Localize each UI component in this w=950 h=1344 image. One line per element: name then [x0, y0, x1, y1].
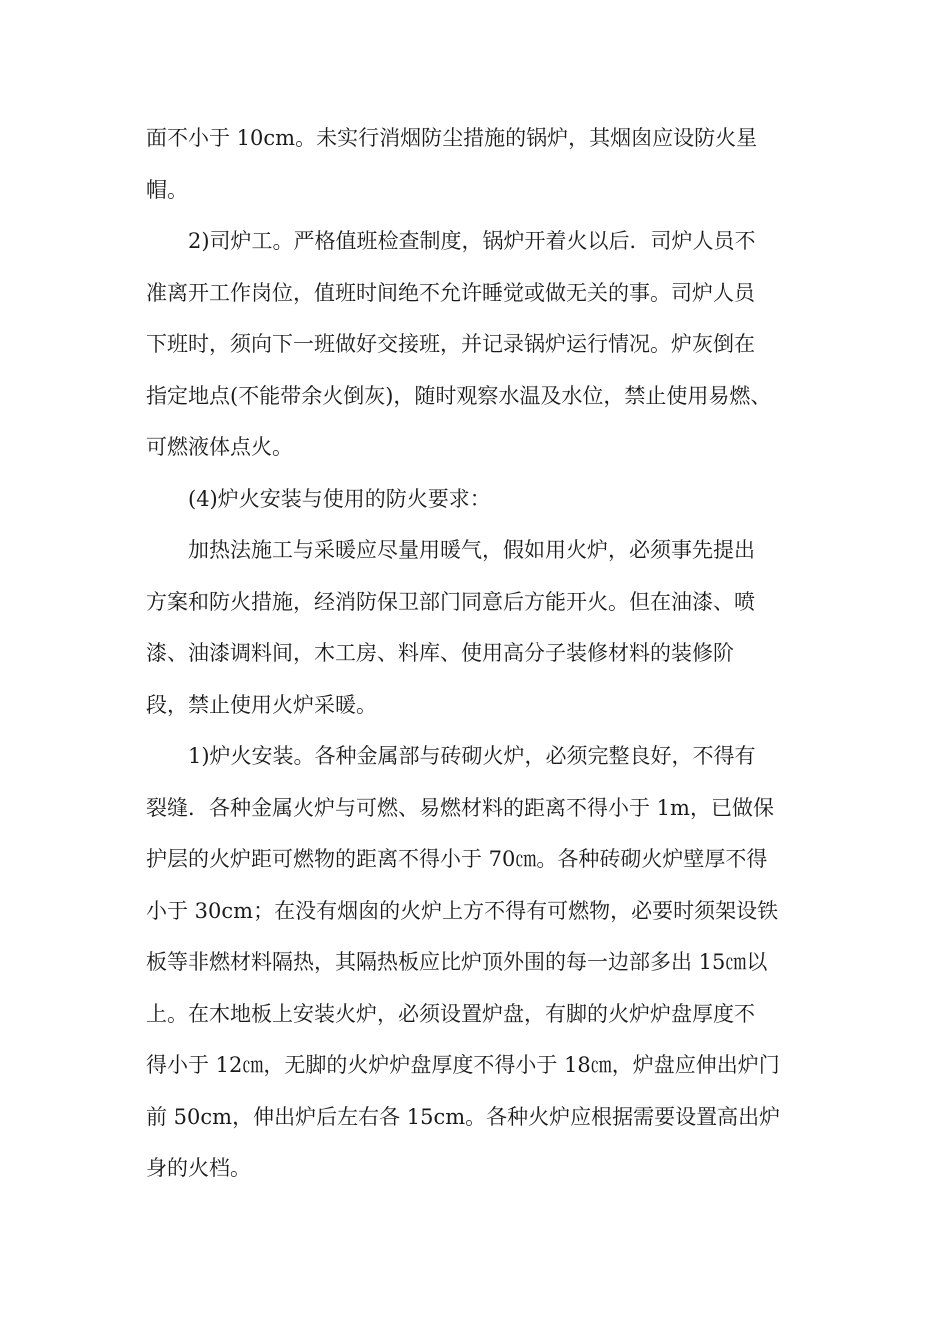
text-line: 裂缝．各种金属火炉与可燃、易燃材料的距离不得小于 1m，已做保	[146, 796, 774, 820]
text-line: 得小于 12㎝，无脚的火炉炉盘厚度不得小于 18㎝，炉盘应伸出炉门	[146, 1053, 780, 1077]
paragraph-start-line: 加热法施工与采暖应尽量用暖气，假如用火炉，必须事先提出	[188, 538, 755, 562]
text-line: 可燃液体点火。	[146, 435, 293, 459]
text-line: 帽。	[146, 178, 188, 202]
paragraph-start-line: 1)炉火安装。各种金属部与砖砌火炉，必须完整良好，不得有	[188, 744, 756, 768]
text-line: 漆、油漆调料间，木工房、料库、使用高分子装修材料的装修阶	[146, 641, 734, 665]
text-line: 面不小于 10cm。未实行消烟防尘措施的锅炉，其烟囱应设防火星	[146, 126, 758, 150]
paragraph-start-line: 2)司炉工。严格值班检查制度，锅炉开着火以后．司炉人员不	[188, 229, 756, 253]
text-line: 段，禁止使用火炉采暖。	[146, 693, 377, 717]
text-line: 下班时，须向下一班做好交接班，并记录锅炉运行情况。炉灰倒在	[146, 332, 755, 356]
text-line: 板等非燃材料隔热，其隔热板应比炉顶外围的每一边部多出 15㎝以	[146, 950, 768, 974]
text-line: 指定地点(不能带余火倒灰)，随时观察水温及水位，禁止使用易燃、	[146, 384, 772, 408]
text-line: 小于 30cm；在没有烟囱的火炉上方不得有可燃物，必要时须架设铁	[146, 899, 779, 923]
text-line: 护层的火炉距可燃物的距离不得小于 70㎝。各种砖砌火炉壁厚不得	[146, 847, 768, 871]
text-line: 方案和防火措施，经消防保卫部门同意后方能开火。但在油漆、喷	[146, 590, 755, 614]
text-line: 前 50cm，伸出炉后左右各 15cm。各种火炉应根据需要设置高出炉	[146, 1105, 781, 1129]
text-line: 身的火档。	[146, 1156, 251, 1180]
section-heading: (4)炉火安装与使用的防火要求：	[188, 487, 491, 511]
text-line: 准离开工作岗位，值班时间绝不允许睡觉或做无关的事。司炉人员	[146, 281, 755, 305]
text-line: 上。在木地板上安装火炉，必须设置炉盘，有脚的火炉炉盘厚度不	[146, 1002, 755, 1026]
